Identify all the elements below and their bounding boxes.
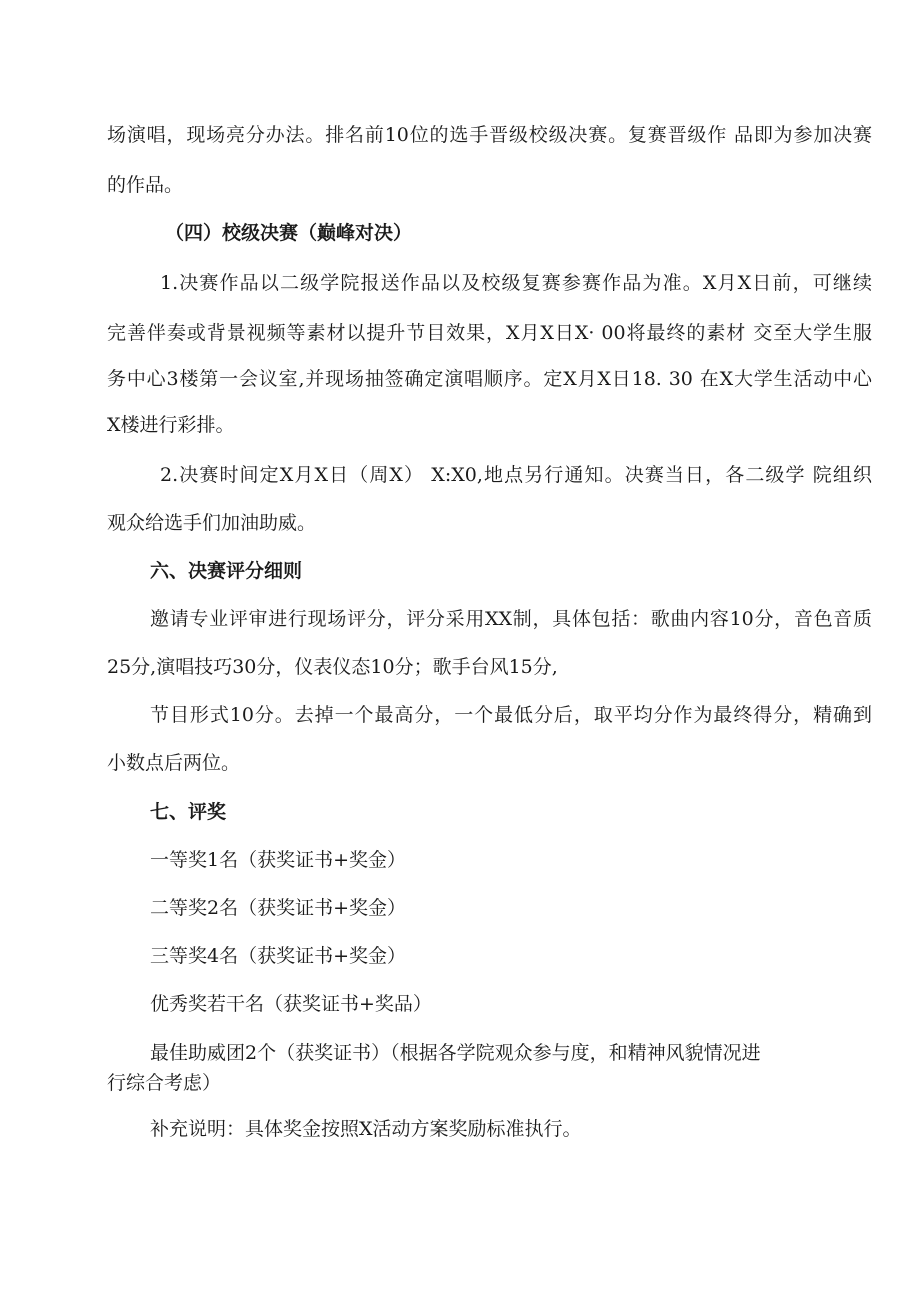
award-second-prize: 二等奖2名（获奖证书+奖金） [150, 897, 407, 919]
paragraph-final1-line1: 1.决赛作品以二级学院报送作品以及校级复赛参赛作品为准。X月X日前，可继续 [160, 272, 872, 294]
award-excellence-prize: 优秀奖若干名（获奖证书+奖品） [150, 993, 432, 1015]
supplementary-note: 补充说明：具体奖金按照X活动方案奖励标准执行。 [150, 1118, 582, 1140]
heading-awards: 七、评奖 [150, 801, 227, 823]
award-cheer-team-line2: 行综合考虑） [107, 1072, 222, 1094]
paragraph-final2-line2: 观众给选手们加油助威。 [107, 512, 317, 534]
paragraph-scoring1-line1: 邀请专业评审进行现场评分，评分采用XX制，具体包括：歌曲内容10分，音色音质 [150, 608, 872, 630]
paragraph-prelim-line2: 的作品。 [107, 174, 184, 196]
paragraph-prelim-line1: 场演唱，现场亮分办法。排名前10位的选手晋级校级决赛。复赛晋级作 品即为参加决赛 [107, 124, 872, 146]
paragraph-final1-line4: X楼进行彩排。 [107, 414, 235, 436]
paragraph-final1-line3: 务中心3楼第一会议室,并现场抽签确定演唱顺序。定X月X日18. 30 在X大学生活动中心 [107, 368, 872, 390]
award-first-prize: 一等奖1名（获奖证书+奖金） [150, 849, 407, 871]
paragraph-final1-line2: 完善伴奏或背景视频等素材以提升节目效果，X月X日X· 00将最终的素材 交至大学生服 [107, 322, 872, 344]
award-third-prize: 三等奖4名（获奖证书+奖金） [150, 945, 407, 967]
paragraph-final2-line1: 2.决赛时间定X月X日（周X） X:X0,地点另行通知。决赛当日，各二级学 院组织 [160, 464, 872, 486]
paragraph-scoring2-line2: 小数点后两位。 [107, 752, 241, 774]
heading-school-final: （四）校级决赛（巅峰对决） [165, 222, 413, 244]
heading-scoring-rules: 六、决赛评分细则 [150, 560, 303, 582]
award-cheer-team-line1: 最佳助威团2个（获奖证书）（根据各学院观众参与度，和精神风貌情况进 [150, 1042, 761, 1064]
paragraph-scoring2-line1: 节目形式10分。去掉一个最高分，一个最低分后，取平均分作为最终得分，精确到 [150, 704, 872, 726]
paragraph-scoring1-line2: 25分,演唱技巧30分，仪表仪态10分；歌手台风15分, [107, 656, 558, 678]
